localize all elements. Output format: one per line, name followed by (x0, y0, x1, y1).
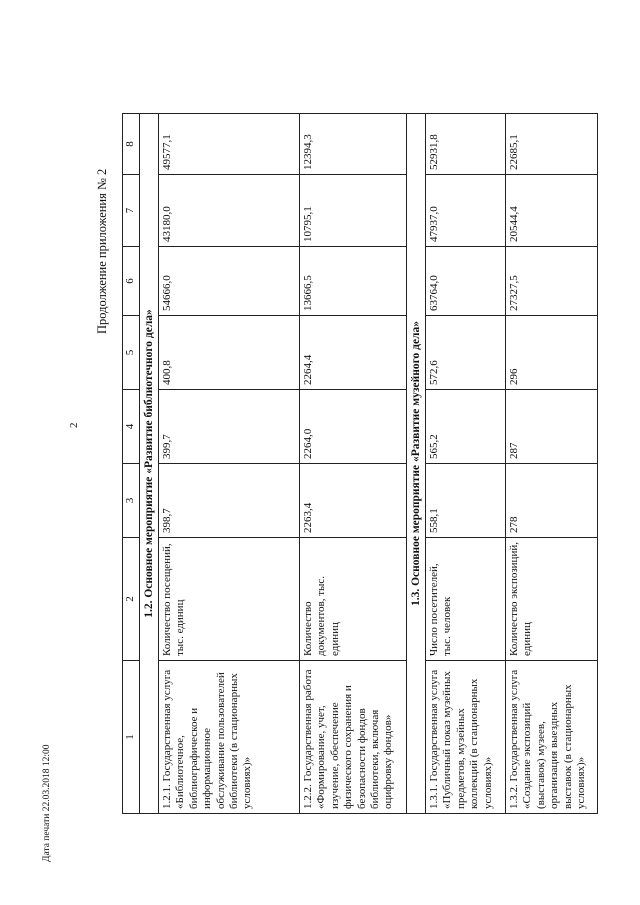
column-header: 4 (123, 390, 140, 464)
column-header: 7 (123, 175, 140, 247)
value-cell: 47937,0 (426, 175, 506, 247)
column-header: 8 (123, 114, 140, 175)
value-cell: 296 (506, 316, 598, 390)
value-cell: 400,8 (159, 316, 300, 390)
column-header: 3 (123, 464, 140, 538)
indicator: Число посетителей, тыс. человек (426, 538, 506, 661)
value-cell: 287 (506, 390, 598, 464)
table-row (426, 114, 506, 814)
indicator: Количество экспозиций, единиц (506, 538, 598, 661)
item-name: 1.3.1. Государственная услуга «Публичный показ музейных предметов, музейных коллекций (в стационарных условиях)» (426, 661, 506, 814)
section-row (140, 114, 159, 814)
table-row (300, 114, 407, 814)
value-cell: 22685,1 (506, 114, 598, 175)
value-cell: 2263,4 (300, 464, 407, 538)
value-cell: 43180,0 (159, 175, 300, 247)
value-cell: 572,6 (426, 316, 506, 390)
indicator: Количество посещений, тыс. единиц (159, 538, 300, 661)
value-cell: 2264,0 (300, 390, 407, 464)
document-sheet (40, 82, 588, 862)
table-row (159, 114, 300, 814)
value-cell: 399,7 (159, 390, 300, 464)
value-cell: 54666,0 (159, 247, 300, 316)
column-header: 5 (123, 316, 140, 390)
item-name: 1.2.1. Государственная услуга «Библиотечное, библиографическое и информационное обслуживание пользователей библиотеки (в стационарных условиях)» (159, 661, 300, 814)
value-cell: 278 (506, 464, 598, 538)
table-row (506, 114, 598, 814)
section-row (407, 114, 426, 814)
indicator: Количество документов, тыс. единиц (300, 538, 407, 661)
value-cell: 12394,3 (300, 114, 407, 175)
value-cell: 565,2 (426, 390, 506, 464)
value-cell: 27327,5 (506, 247, 598, 316)
value-cell: 13666,5 (300, 247, 407, 316)
header-row (123, 114, 140, 814)
page-number: 2 (68, 422, 80, 428)
value-cell: 10795,1 (300, 175, 407, 247)
print-date: Дата печати 22.03.2018 12:00 (42, 744, 52, 862)
value-cell: 398,7 (159, 464, 300, 538)
item-name: 1.3.2. Государственная услуга «Создание экспозиций (выставок) музеев, организация выездных выставок (в стационарных условиях)» (506, 661, 598, 814)
column-header: 2 (123, 538, 140, 661)
value-cell: 558,1 (426, 464, 506, 538)
value-cell: 2264,4 (300, 316, 407, 390)
value-cell: 63764,0 (426, 247, 506, 316)
data-table (122, 113, 598, 814)
value-cell: 20544,4 (506, 175, 598, 247)
item-name: 1.2.2. Государственная работа «Формирование, учет, изучение, обеспечение физического сохранения и безопасности фондов библиотеки, включая оцифровку фондов» (300, 661, 407, 814)
value-cell: 49577,1 (159, 114, 300, 175)
value-cell: 52931,8 (426, 114, 506, 175)
column-header: 1 (123, 661, 140, 814)
column-header: 6 (123, 247, 140, 316)
section-title: 1.3. Основное мероприятие «Развитие музейного дела» (407, 114, 426, 814)
appendix-title: Продолжение приложения № 2 (95, 168, 109, 334)
section-title: 1.2. Основное мероприятие «Развитие библиотечного дела» (140, 114, 159, 814)
